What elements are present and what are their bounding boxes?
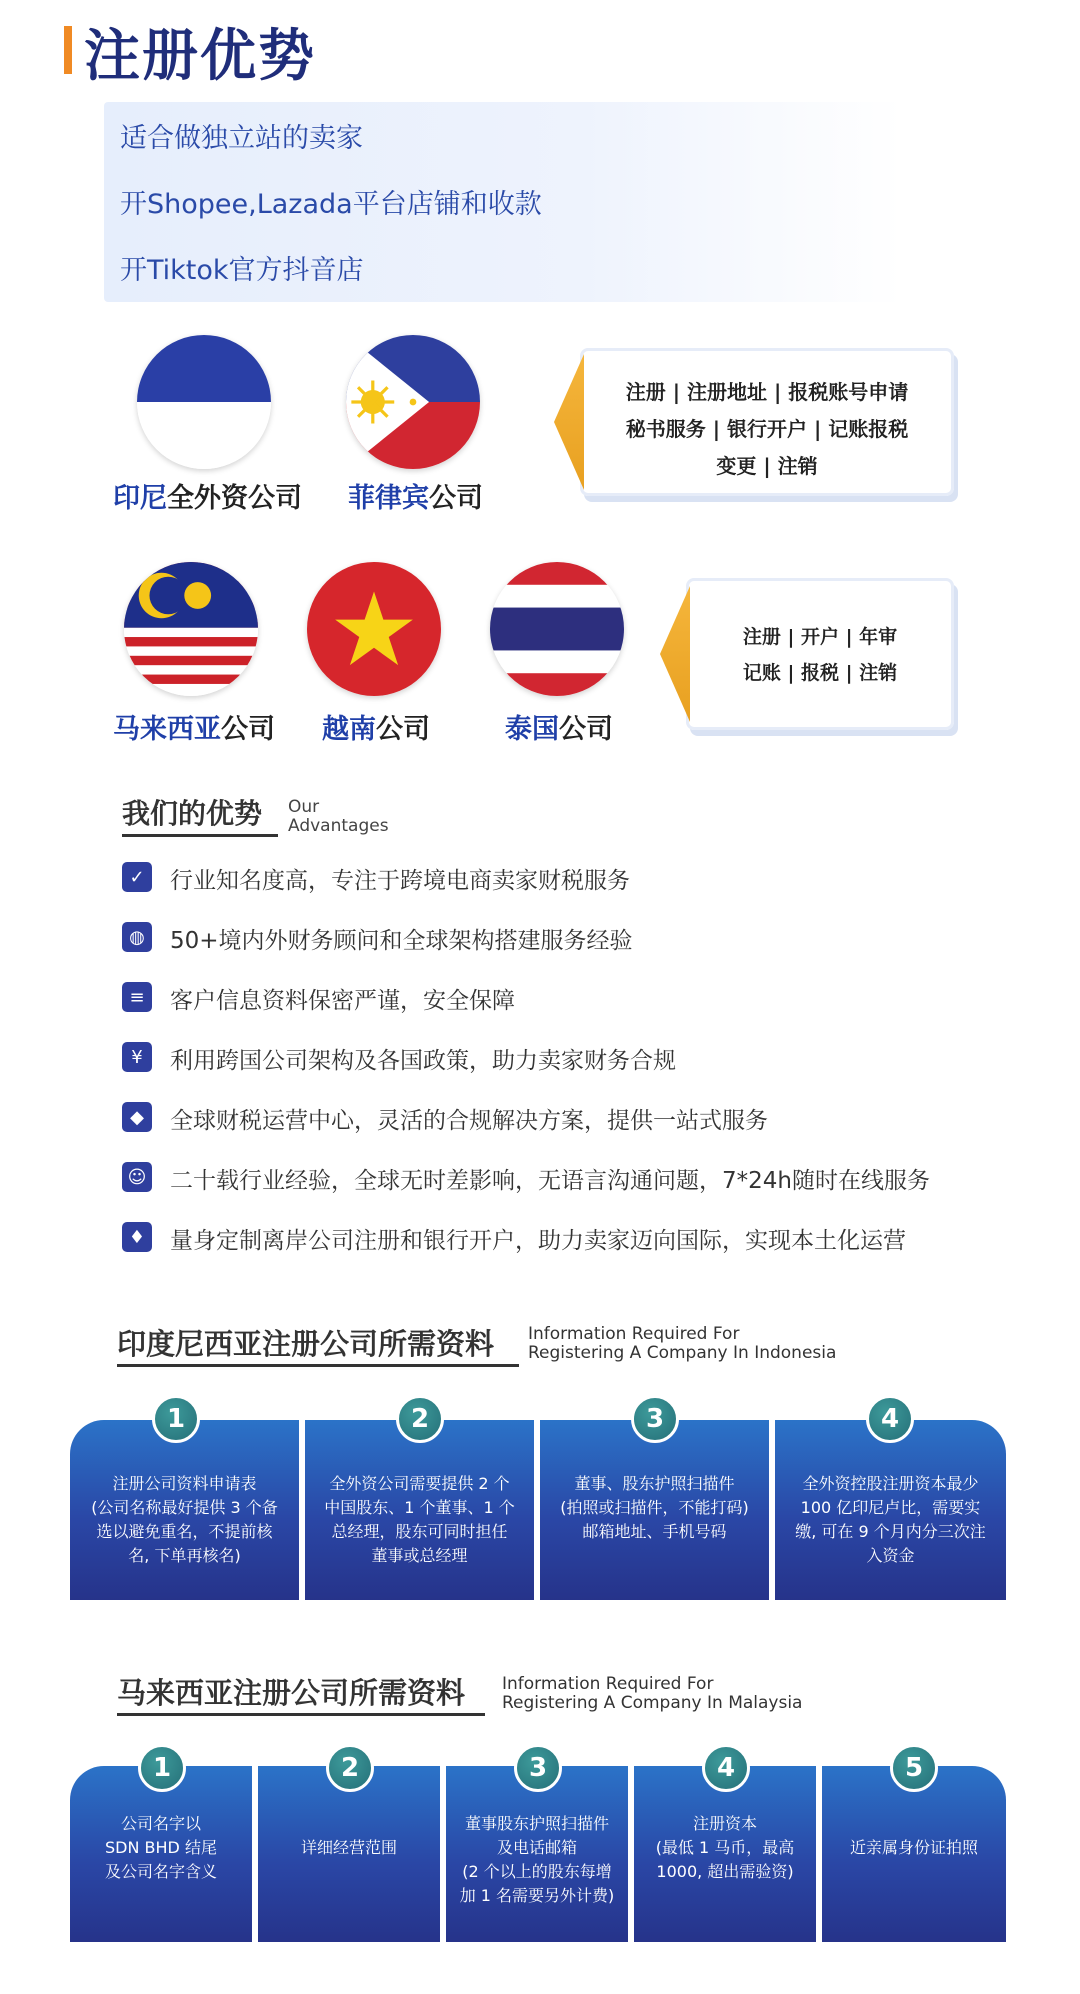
step-number-badge: 4 — [702, 1744, 750, 1792]
indonesia-req-card-1 — [70, 1420, 299, 1600]
malaysia-req-card-1 — [70, 1766, 252, 1942]
card-line: 加 1 名需要另外计费) — [459, 1886, 615, 1905]
document-icon: ≡ — [122, 982, 152, 1012]
step-number-badge: 3 — [514, 1744, 562, 1792]
globe-icon: ◍ — [122, 922, 152, 952]
malaysia-req-sub-1: Information Required For — [502, 1674, 714, 1694]
vietnam-flag — [307, 562, 441, 696]
country-label-indonesia: 印尼全外资公司 — [113, 483, 302, 514]
services-1-line-3: 变更 | 注销 — [716, 454, 818, 478]
our-advantages-sub-2: Advantages — [288, 816, 389, 836]
card-line: 近亲属身份证拍照 — [849, 1838, 978, 1857]
yen-icon: ¥ — [122, 1042, 152, 1072]
card-line: 总经理，股东可同时担任 — [331, 1522, 508, 1541]
philippines-flag — [346, 335, 480, 469]
malaysia-req-card-2 — [258, 1766, 440, 1942]
card-line: 邮箱地址、手机号码 — [582, 1522, 727, 1541]
card-arrow-accent — [660, 586, 690, 722]
card-text — [78, 1472, 291, 1568]
card-text — [454, 1812, 620, 1908]
card-text — [642, 1812, 808, 1884]
shield-check-icon: ✓ — [122, 862, 152, 892]
country-label-thailand: 泰国公司 — [505, 714, 613, 745]
card-line: 中国股东、1 个董事、1 个 — [324, 1498, 515, 1517]
advantage-item-5: 全球财税运营中心，灵活的合规解决方案，提供一站式服务 — [170, 1108, 768, 1134]
card-line: 入资金 — [866, 1546, 915, 1565]
country-label-philippines: 菲律宾公司 — [348, 483, 483, 514]
advantage-item-4: 利用跨国公司架构及各国政策，助力卖家财务合规 — [170, 1048, 676, 1074]
indonesia-req-sub-1: Information Required For — [528, 1324, 740, 1344]
indonesia-req-card-2 — [305, 1420, 534, 1600]
advantage-item-3: 客户信息资料保密严谨，安全保障 — [170, 988, 515, 1014]
advantage-item-2: 50+境内外财务顾问和全球架构搭建服务经验 — [170, 928, 633, 954]
advantage-item-7: 量身定制离岸公司注册和银行开户，助力卖家迈向国际，实现本土化运营 — [170, 1228, 906, 1254]
suitable-line-3: 开Tiktok官方抖音店 — [120, 255, 364, 286]
malaysia-flag — [124, 562, 258, 696]
country-label-vietnam: 越南公司 — [322, 714, 430, 745]
card-line: 缴, 可在 9 个月内分三次注 — [795, 1522, 986, 1541]
indonesia-req-card-4 — [775, 1420, 1006, 1600]
thailand-flag — [490, 562, 624, 696]
indonesia-req-sub-2: Registering A Company In Indonesia — [528, 1343, 837, 1363]
malaysia-req-card-3 — [446, 1766, 628, 1942]
card-line: (拍照或扫描件，不能打码) — [560, 1498, 749, 1517]
advantage-item-6: 二十载行业经验，全球无时差影响，无语言沟通问题，7*24h随时在线服务 — [170, 1168, 930, 1194]
card-text — [830, 1836, 998, 1860]
diamond-icon: ♦ — [122, 1222, 152, 1252]
card-line: (最低 1 马币，最高 — [655, 1838, 795, 1857]
card-text — [548, 1472, 761, 1544]
services-2-line-1: 注册 | 开户 | 年审 — [742, 626, 898, 648]
advantage-item-1: 行业知名度高，专注于跨境电商卖家财税服务 — [170, 868, 630, 894]
services-1-line-1: 注册 | 注册地址 | 报税账号申请 — [625, 380, 909, 404]
card-line: 董事或总经理 — [371, 1546, 468, 1565]
malaysia-req-sub-2: Registering A Company In Malaysia — [502, 1693, 803, 1713]
users-icon: ☺ — [122, 1162, 152, 1192]
malaysia-req-underline — [117, 1713, 485, 1716]
services-card-2 — [686, 578, 954, 730]
card-line: (公司名称最好提供 3 个备 — [91, 1498, 278, 1517]
card-line: 1000, 超出需验资) — [656, 1862, 794, 1881]
indonesia-req-underline — [117, 1364, 519, 1367]
title-accent-bar — [64, 26, 72, 74]
indonesia-req-card-3 — [540, 1420, 769, 1600]
malaysia-req-card-5 — [822, 1766, 1006, 1942]
card-line: 选以避免重名，不提前核 — [96, 1522, 273, 1541]
suitable-line-2: 开Shopee,Lazada平台店铺和收款 — [120, 189, 542, 220]
malaysia-req-card-4 — [634, 1766, 816, 1942]
card-line: 董事股东护照扫描件 — [464, 1814, 609, 1833]
card-line: (2 个以上的股东每增 — [462, 1862, 612, 1881]
services-1-line-2: 秘书服务 | 银行开户 | 记账报税 — [625, 417, 909, 441]
services-2-line-2: 记账 | 报税 | 注销 — [742, 662, 898, 684]
indonesia-flag — [137, 335, 271, 469]
card-line: 注册资本 — [692, 1814, 757, 1833]
card-text — [78, 1812, 244, 1884]
card-line: 100 亿印尼卢比，需要实 — [800, 1498, 981, 1517]
card-text — [313, 1472, 526, 1568]
card-line: 公司名字以 — [120, 1814, 201, 1833]
step-number-badge: 3 — [631, 1395, 679, 1443]
step-number-badge: 5 — [890, 1744, 938, 1792]
card-line: 详细经营范围 — [300, 1838, 397, 1857]
handshake-icon: ◆ — [122, 1102, 152, 1132]
card-text — [783, 1472, 998, 1568]
card-line: 注册公司资料申请表 — [112, 1474, 257, 1493]
malaysia-req-title: 马来西亚注册公司所需资料 — [117, 1676, 466, 1710]
card-line: 及公司名字含义 — [104, 1862, 217, 1881]
card-text — [266, 1836, 432, 1860]
card-line: 全外资控股注册资本最少 — [802, 1474, 979, 1493]
our-advantages-sub-1: Our — [288, 797, 320, 817]
our-advantages-title: 我们的优势 — [122, 797, 263, 830]
card-line: SDN BHD 结尾 — [105, 1838, 217, 1857]
suitable-line-1: 适合做独立站的卖家 — [120, 123, 363, 154]
card-line: 及电话邮箱 — [496, 1838, 577, 1857]
card-line: 董事、股东护照扫描件 — [574, 1474, 735, 1493]
step-number-badge: 2 — [326, 1744, 374, 1792]
country-label-malaysia: 马来西亚公司 — [113, 714, 275, 745]
page-title: 注册优势 — [84, 24, 316, 89]
our-advantages-underline — [122, 834, 278, 837]
card-line: 名, 下单再核名) — [128, 1546, 241, 1565]
step-number-badge: 1 — [138, 1744, 186, 1792]
step-number-badge: 4 — [866, 1395, 914, 1443]
step-number-badge: 1 — [152, 1395, 200, 1443]
card-line: 全外资公司需要提供 2 个 — [329, 1474, 510, 1493]
indonesia-req-title: 印度尼西亚注册公司所需资料 — [117, 1327, 495, 1361]
step-number-badge: 2 — [396, 1395, 444, 1443]
services-card-1 — [580, 348, 954, 496]
